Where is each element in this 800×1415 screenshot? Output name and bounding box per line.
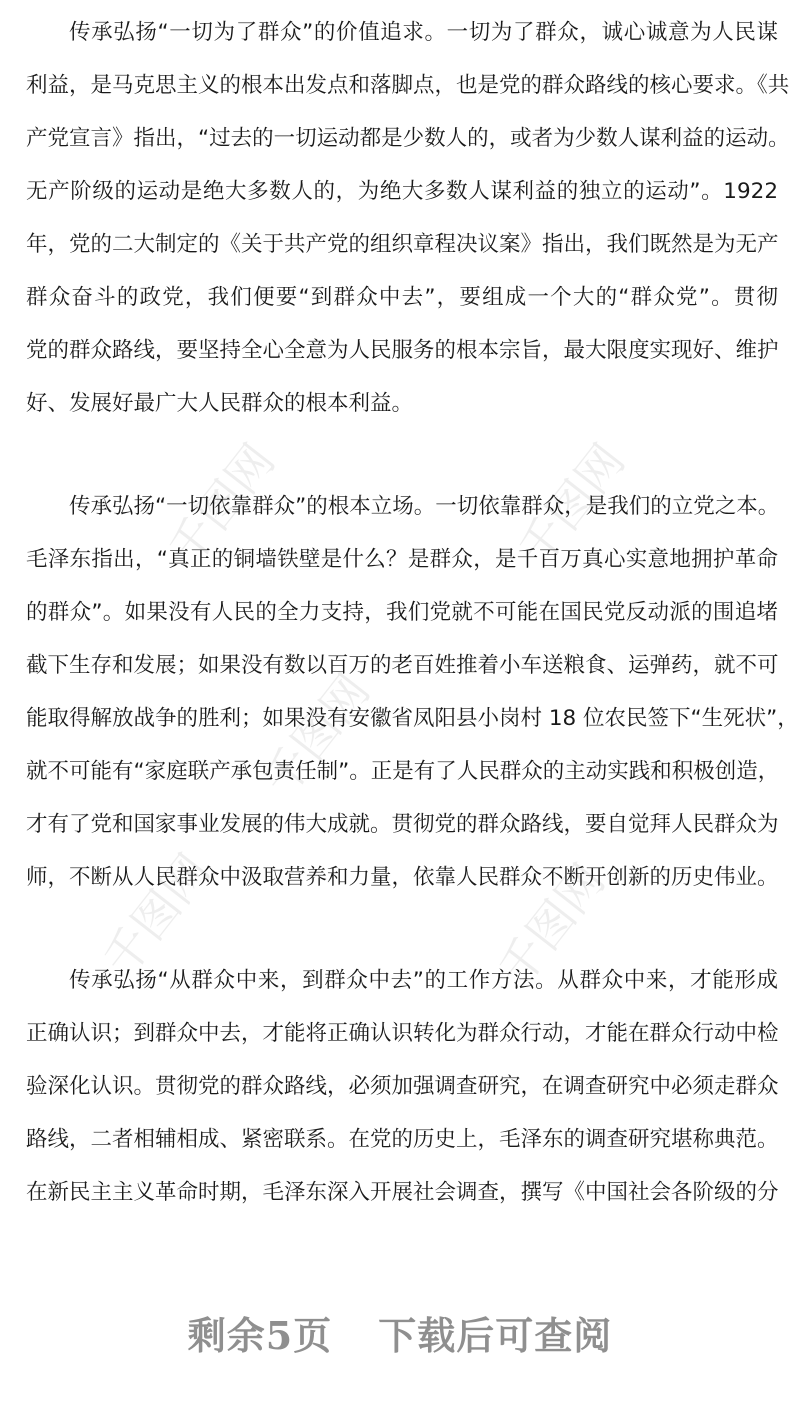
text-line: 的群众”。如果没有人民的全力支持，我们党就不可能在国民党反动派的围追堵 [26, 600, 778, 625]
paragraph-gap [26, 430, 778, 480]
text-line: 就不可能有“家庭联产承包责任制”。正是有了人民群众的主动实践和积极创造， [26, 759, 780, 784]
text-line: 年，党的二大制定的《关于共产党的组织章程决议案》指出，我们既然是为无产 [26, 232, 779, 257]
text-line: 毛泽东指出，“真正的铜墙铁壁是什么？是群众，是千百万真心实意地拥护革命 [26, 547, 778, 572]
text-line: 党的群众路线，要坚持全心全意为人民服务的根本宗旨，最大限度实现好、维护 [26, 338, 779, 363]
watermark: 千图网 [487, 853, 616, 996]
text-line: 正确认识；到群众中去，才能将正确认识转化为群众行动，才能在群众行动中检 [26, 1021, 779, 1046]
watermark: 千图网 [157, 433, 286, 576]
text-line: 产党宣言》指出，“过去的一切运动都是少数人的，或者为少数人谋利益的运动。 [26, 126, 790, 151]
text-line: 能取得解放战争的胜利；如果没有安徽省凤阳县小岗村 18 位农民签下“生死状”， [26, 706, 799, 731]
text-line: 群众奋斗的政党，我们便要“到群众中去”，要组成一个大的“群众党”。贯彻 [26, 285, 778, 310]
text-line: 才有了党和国家事业发展的伟大成就。贯彻党的群众路线，要自觉拜人民群众为 [26, 812, 779, 837]
text-line: 传承弘扬“一切为了群众”的价值追求。一切为了群众，诚心诚意为人民谋 [69, 20, 778, 45]
text-line: 师，不断从人民群众中汲取营养和力量，依靠人民群众不断开创新的历史伟业。 [26, 865, 779, 890]
text-line: 无产阶级的运动是绝大多数人的，为绝大多数人谋利益的独立的运动”。1922 [26, 179, 778, 204]
download-notice[interactable] [0, 1305, 800, 1360]
paragraph-3 [26, 954, 778, 1219]
article-body [26, 0, 799, 1219]
text-line: 传承弘扬“一切依靠群众”的根本立场。一切依靠群众，是我们的立党之本。 [69, 494, 780, 519]
paragraph-2 [26, 480, 799, 904]
text-line: 验深化认识。贯彻党的群众路线，必须加强调查研究，在调查研究中必须走群众 [26, 1074, 779, 1099]
text-line: 好、发展好最广大人民群众的根本利益。 [26, 391, 414, 416]
text-line: 路线，二者相辅相成、紧密联系。在党的历史上，毛泽东的调查研究堪称典范。 [26, 1127, 779, 1152]
watermark: 千图网 [507, 433, 636, 576]
text-line: 利益，是马克思主义的根本出发点和落脚点，也是党的群众路线的核心要求。《共 [26, 73, 790, 98]
download-hint-label: 下载后可查阅 [378, 1313, 613, 1358]
text-line: 截下生存和发展；如果没有数以百万的老百姓推着小车送粮食、运弹药，就不可 [26, 653, 779, 678]
paragraph-1 [26, 6, 790, 430]
text-line: 传承弘扬“从群众中来，到群众中去”的工作方法。从群众中来，才能形成 [69, 968, 778, 993]
watermark: 千图网 [92, 843, 221, 986]
watermark: 千图网 [252, 663, 381, 806]
text-line: 在新民主主义革命时期，毛泽东深入开展社会调查，撰写《中国社会各阶级的分 [26, 1180, 779, 1205]
remaining-pages-label: 剩余5页 [187, 1313, 333, 1358]
paragraph-gap [26, 904, 778, 954]
